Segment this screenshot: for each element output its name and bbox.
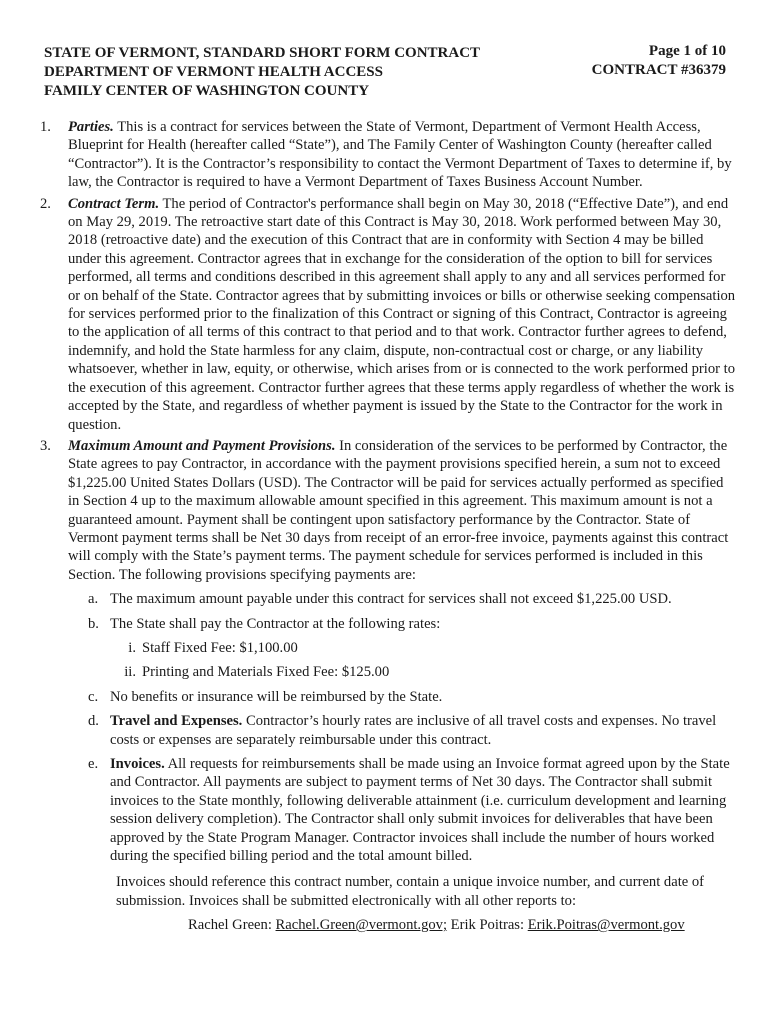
contract-number: CONTRACT #36379 xyxy=(591,62,726,78)
invoice-instructions: Invoices should reference this contract number, contain a unique invoice number, and current date of submission. Invoices shall be submitted electronically with all other reports to: xyxy=(116,874,705,909)
section-number: 1. xyxy=(40,119,51,135)
list-marker: e. xyxy=(88,756,99,772)
list-marker: i. xyxy=(128,639,136,656)
contact-name: Erik Poitras: xyxy=(450,917,525,934)
rate-i xyxy=(110,639,736,657)
page-info xyxy=(592,42,726,80)
provision-text: No benefits or insurance will be reimbursed by the State. xyxy=(110,688,443,705)
section-text: This is a contract for services between the State of Vermont, Department of Vermont Health Access, Blueprint for Health (hereafter called “State”), and The Family Center of Washington County (hereafter called “Contractor”). It is the Contractor’s responsibility to contact the Vermont Department of Taxes to determine if, by law, the Contractor is required to have a Vermont Department of Taxes Business Account Number. xyxy=(68,119,732,191)
list-marker: b. xyxy=(88,615,99,632)
section-contract-term xyxy=(30,195,736,434)
invoice-contacts xyxy=(188,916,736,934)
email-link[interactable]: Erik.Poitras@vermont.gov xyxy=(527,917,685,934)
section-title: Maximum Amount and Payment Provisions. xyxy=(68,437,336,454)
header-line-1: STATE OF VERMONT, STANDARD SHORT FORM CONTRACT xyxy=(44,45,481,61)
list-marker: d. xyxy=(88,713,99,730)
provision-title: Travel and Expenses. xyxy=(110,713,243,730)
header-line-3: FAMILY CENTER OF WASHINGTON COUNTY xyxy=(44,83,370,99)
provision-text: The State shall pay the Contractor at the following rates: xyxy=(110,615,441,632)
provision-title: Invoices. xyxy=(110,756,165,772)
provision-b xyxy=(30,615,736,633)
header-line-2: DEPARTMENT OF VERMONT HEALTH ACCESS xyxy=(44,64,383,80)
section-number: 3. xyxy=(40,437,51,454)
rate-ii xyxy=(110,663,736,681)
list-marker: a. xyxy=(88,591,99,608)
section-title: Contract Term. xyxy=(68,195,160,212)
section-number: 2. xyxy=(40,195,51,212)
section-text: The period of Contractor's performance shall begin on May 30, 2018 (“Effective Date”), and end on May 29, 2019. The retroactive start date of this Contract is May 30, 2018. Work performed between May 30, 2018 (retroactive date) and the execution of this Contract that are in conformity with Section 4 may be billed under this agreement. Contractor agrees that in exchange for the consideration of the option to bill for services performed, all terms and conditions described in this agreement shall apply to any and all services performed for or on behalf of the State. Contractor agrees that by submitting invoices or bills or otherwise seeking compensation for services performed prior to the finalization of this Contract or signing of this Contract, Contractor is agreeing to the application of all terms of this contract to that period and to that work. Contractor further agrees to defend, indemnify, and hold the State harmless for any claim, dispute, non-contractual cost or charge, or any liability whatsoever, whether in law, equity, or otherwise, which arises from or is connected to the work performed prior to the execution of this agreement. Contractor further agrees that these terms apply regardless of whether the work is accepted by the State, and regardless of whether payment is issued by the State to the Contractor for the work in question. xyxy=(68,195,736,433)
rate-text: Staff Fixed Fee: $1,100.00 xyxy=(142,639,298,656)
contract-body xyxy=(30,118,736,935)
section-parties xyxy=(30,118,736,192)
provision-text: All requests for reimbursements shall be made using an Invoice format agreed upon by the State and Contractor. All payments are subject to payment terms of Net 30 days. The Contractor shall submit invoices to the State monthly, following deliverable attainment (i.e. curriculum development and learning session delivery completion). The Contractor shall only submit invoices for deliverables that have been approved by the State Program Manager. Contractor invoices shall include the number of hours worked during the specified billing period and the total amount billed. xyxy=(110,756,730,865)
provision-d xyxy=(30,712,736,749)
list-marker: ii. xyxy=(124,664,136,681)
provision-text: The maximum amount payable under this contract for services shall not exceed $1,225.00 USD. xyxy=(110,591,672,608)
email-link[interactable]: Rachel.Green@vermont.gov; xyxy=(275,917,448,934)
provision-c xyxy=(30,688,736,706)
section-payment-provisions xyxy=(30,437,736,584)
page-number: Page 1 of 10 xyxy=(648,43,726,59)
provision-text: Contractor’s hourly rates are inclusive of all travel costs and expenses. No travel costs or expenses are separately reimbursable under this contract. xyxy=(110,713,717,748)
rate-text: Printing and Materials Fixed Fee: $125.00 xyxy=(142,664,390,681)
document-header xyxy=(44,44,480,101)
contact-name: Rachel Green: xyxy=(188,917,272,934)
section-title: Parties. xyxy=(68,119,114,135)
provision-e xyxy=(30,755,736,865)
section-text: In consideration of the services to be performed by Contractor, the State agrees to pay Contractor, in accordance with the payment provisions specified herein, a sum not to exceed $1,225.00 United States Dollars (USD). The Contractor will be paid for services actually performed as specified in Section 4 up to the maximum allowable amount specified in this agreement. This maximum amount is not a guaranteed amount. Payment shall be contingent upon satisfactory performance by the Contractor. State of Vermont payment terms shall be Net 30 days from receipt of an error-free invoice, payments against this contract will comply with the State’s payment terms. The payment schedule for services performed is included in this Section. The following provisions specifying payments are: xyxy=(68,437,729,583)
provision-a xyxy=(30,590,736,608)
list-marker: c. xyxy=(88,688,99,705)
